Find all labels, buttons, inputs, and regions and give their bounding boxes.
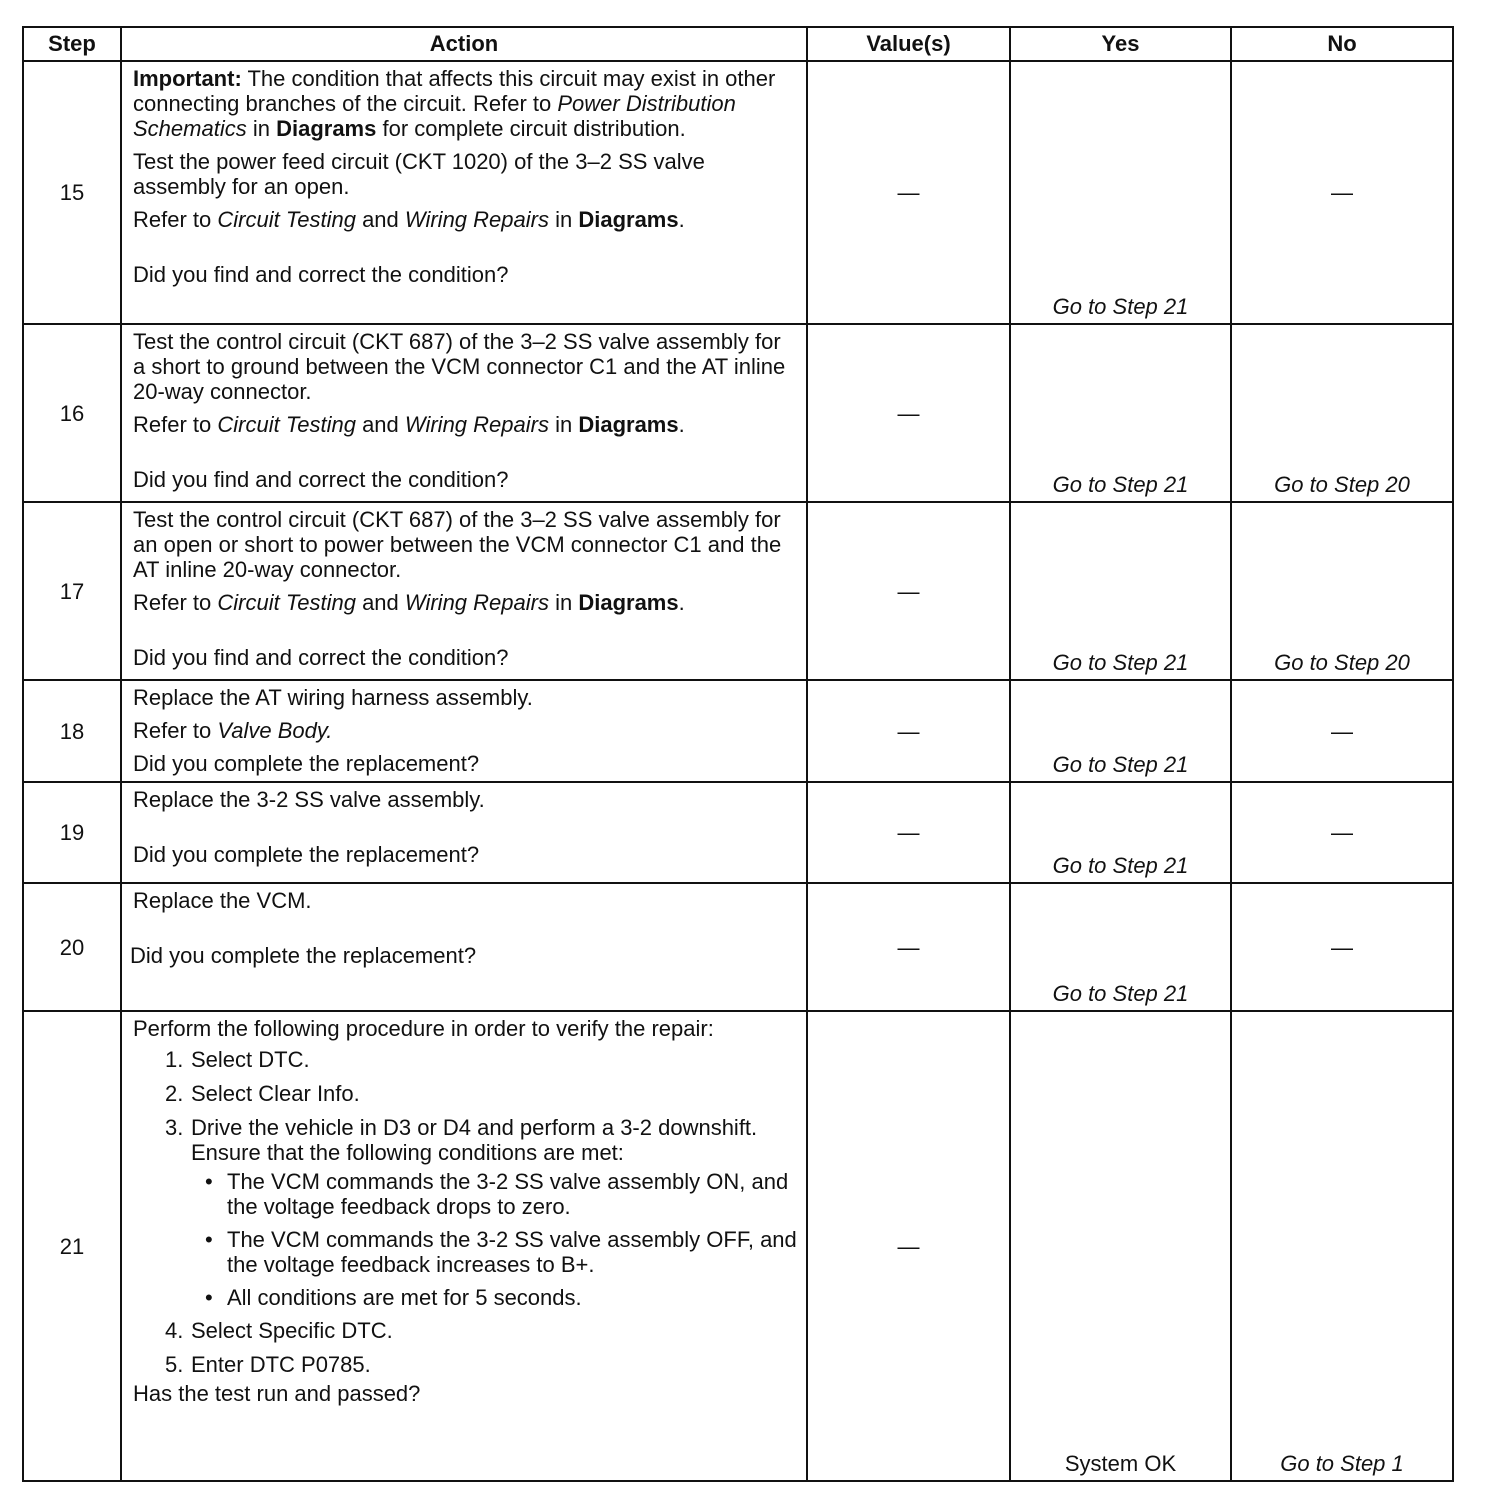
list-item xyxy=(133,1285,798,1310)
dash: — xyxy=(897,400,920,426)
table-row xyxy=(23,61,1453,324)
diagnostic-table xyxy=(22,26,1454,1482)
value-cell xyxy=(807,61,1010,324)
question: Did you find and correct the condition? xyxy=(133,262,509,287)
list-item xyxy=(133,1169,798,1219)
test-instruction: Test the control circuit (CKT 687) of the 3–2 SS valve assembly for an open or short to power between the VCM connector C1 and the AT inline 20-way connector. xyxy=(133,507,782,582)
list-item xyxy=(133,1047,798,1072)
list-item xyxy=(133,1318,798,1343)
bullet-text: The VCM commands the 3-2 SS valve assembly ON, and the voltage feedback drops to zero. xyxy=(227,1169,789,1219)
no-cell xyxy=(1231,782,1453,883)
header-yes: Yes xyxy=(1010,27,1231,61)
table-row xyxy=(23,680,1453,782)
action-cell xyxy=(121,502,807,680)
action-cell xyxy=(121,883,807,1011)
value-cell xyxy=(807,883,1010,1011)
dash: — xyxy=(897,820,920,845)
no-cell xyxy=(1231,324,1453,502)
value-cell xyxy=(807,680,1010,782)
step-index: 4. xyxy=(165,1318,184,1343)
header-action: Action xyxy=(121,27,807,61)
test-instruction: Test the control circuit (CKT 687) of the 3–2 SS valve assembly for a short to ground between the VCM connector C1 and the AT inline 20-way connector. xyxy=(133,329,786,404)
condition-bullets xyxy=(133,1169,798,1310)
refer-line xyxy=(133,718,798,743)
bullet-text: All conditions are met for 5 seconds. xyxy=(227,1285,582,1310)
step-text: Select Clear Info. xyxy=(191,1081,360,1106)
text: The condition that affects this circuit may exist in other connecting branches of the circuit. Refer to xyxy=(133,66,776,116)
step-number: 18 xyxy=(23,680,121,782)
reference-link[interactable]: Diagrams xyxy=(578,412,679,437)
question: Did you complete the replacement? xyxy=(133,751,480,776)
step-index: 5. xyxy=(165,1352,184,1377)
bullet: • xyxy=(205,1227,213,1252)
yes-result: Go to Step 21 xyxy=(1052,981,1189,1006)
table-row xyxy=(23,782,1453,883)
procedure-steps-continued xyxy=(133,1318,798,1377)
yes-result: Go to Step 21 xyxy=(1052,472,1189,497)
question: Did you find and correct the condition? xyxy=(133,645,509,670)
important-note xyxy=(133,66,798,141)
table-row xyxy=(23,1011,1453,1481)
text: Refer to xyxy=(133,207,218,232)
refer-line xyxy=(133,207,798,232)
reference-link[interactable]: Wiring Repairs xyxy=(404,412,549,437)
no-result: — xyxy=(1331,180,1353,205)
yes-cell xyxy=(1010,883,1231,1011)
bullet: • xyxy=(205,1169,213,1194)
step-text: Select Specific DTC. xyxy=(191,1318,393,1343)
step-index: 3. xyxy=(165,1115,184,1140)
table-row xyxy=(23,502,1453,680)
list-item xyxy=(133,1115,798,1165)
text: Refer to xyxy=(133,718,218,743)
yes-result: System OK xyxy=(1064,1451,1177,1476)
yes-result: Go to Step 21 xyxy=(1052,294,1189,319)
step-text: Enter DTC P0785. xyxy=(191,1352,371,1377)
procedure-steps xyxy=(133,1047,798,1165)
table-row xyxy=(23,324,1453,502)
refer-line xyxy=(133,590,798,615)
value-cell xyxy=(807,782,1010,883)
action-instruction: Replace the 3-2 SS valve assembly. xyxy=(133,787,485,812)
text: . xyxy=(326,718,333,743)
reference-link[interactable]: Diagrams xyxy=(578,590,679,615)
procedure-intro: Perform the following procedure in order to verify the repair: xyxy=(133,1016,714,1041)
step-number: 16 xyxy=(23,324,121,502)
action-cell xyxy=(121,680,807,782)
refer-line xyxy=(133,412,798,437)
header-values: Value(s) xyxy=(807,27,1010,61)
text: and xyxy=(355,590,405,615)
no-result: Go to Step 1 xyxy=(1280,1451,1404,1476)
step-index: 1. xyxy=(165,1047,184,1072)
text: . xyxy=(678,207,685,232)
dash: — xyxy=(897,180,920,205)
no-cell xyxy=(1231,680,1453,782)
step-number: 21 xyxy=(23,1011,121,1481)
header-no: No xyxy=(1231,27,1453,61)
text: in xyxy=(548,412,579,437)
no-result: — xyxy=(1331,718,1353,744)
header-row xyxy=(23,27,1453,61)
text: in xyxy=(548,590,579,615)
reference-link[interactable]: Circuit Testing xyxy=(217,412,356,437)
reference-link[interactable]: Wiring Repairs xyxy=(404,590,549,615)
dash: — xyxy=(897,718,920,744)
test-instruction: Test the power feed circuit (CKT 1020) of the 3–2 SS valve assembly for an open. xyxy=(133,149,705,199)
question: Did you complete the replacement? xyxy=(133,842,480,867)
list-item xyxy=(133,1352,798,1377)
action-cell xyxy=(121,61,807,324)
action-instruction: Replace the AT wiring harness assembly. xyxy=(133,685,533,710)
yes-result: Go to Step 21 xyxy=(1052,853,1189,878)
important-label: Important: xyxy=(133,66,242,91)
no-cell xyxy=(1231,502,1453,680)
yes-cell xyxy=(1010,1011,1231,1481)
bullet-text: The VCM commands the 3-2 SS valve assembly OFF, and the voltage feedback increases to B+. xyxy=(227,1227,797,1277)
value-cell xyxy=(807,1011,1010,1481)
step-text: Select DTC. xyxy=(191,1047,310,1072)
step-number: 19 xyxy=(23,782,121,883)
step-text: Drive the vehicle in D3 or D4 and perform a 3-2 downshift. Ensure that the following conditions are met: xyxy=(191,1115,758,1165)
reference-link[interactable]: Power Distribution Schematics xyxy=(133,91,736,141)
yes-cell xyxy=(1010,324,1231,502)
value-cell xyxy=(807,502,1010,680)
no-result: Go to Step 20 xyxy=(1274,472,1410,497)
step-number: 20 xyxy=(23,883,121,1011)
step-index: 2. xyxy=(165,1081,184,1106)
no-result: Go to Step 20 xyxy=(1274,650,1410,675)
table-row xyxy=(23,883,1453,1011)
yes-cell xyxy=(1010,502,1231,680)
question: Did you complete the replacement? xyxy=(130,943,477,968)
no-result: — xyxy=(1331,820,1353,845)
action-cell xyxy=(121,324,807,502)
text: . xyxy=(678,412,685,437)
bullet: • xyxy=(205,1285,213,1310)
list-item xyxy=(133,1081,798,1106)
yes-result: Go to Step 21 xyxy=(1052,752,1189,777)
value-cell xyxy=(807,324,1010,502)
no-cell xyxy=(1231,61,1453,324)
no-result: — xyxy=(1331,934,1353,960)
action-cell xyxy=(121,782,807,883)
reference-link[interactable]: Wiring Repairs xyxy=(404,207,549,232)
no-cell xyxy=(1231,1011,1453,1481)
step-number: 17 xyxy=(23,502,121,680)
yes-cell xyxy=(1010,680,1231,782)
text: . xyxy=(678,590,685,615)
action-cell xyxy=(121,1011,807,1481)
reference-link[interactable]: Diagrams xyxy=(578,207,679,232)
text: for complete circuit distribution. xyxy=(376,116,686,141)
reference-link[interactable]: Circuit Testing xyxy=(217,207,356,232)
dash: — xyxy=(897,578,920,604)
yes-result: Go to Step 21 xyxy=(1052,650,1189,675)
text: and xyxy=(355,412,405,437)
text: and xyxy=(355,207,405,232)
yes-cell xyxy=(1010,782,1231,883)
list-item xyxy=(133,1227,798,1277)
reference-link[interactable]: Circuit Testing xyxy=(217,590,356,615)
dash: — xyxy=(897,934,920,960)
reference-link[interactable]: Valve Body xyxy=(217,718,327,743)
text: Refer to xyxy=(133,412,218,437)
dash: — xyxy=(897,1233,920,1259)
question: Did you find and correct the condition? xyxy=(133,467,509,492)
yes-cell xyxy=(1010,61,1231,324)
step-number: 15 xyxy=(23,61,121,324)
text: in xyxy=(548,207,579,232)
reference-link[interactable]: Diagrams xyxy=(276,116,377,141)
text: Refer to xyxy=(133,590,218,615)
no-cell xyxy=(1231,883,1453,1011)
text: in xyxy=(246,116,277,141)
header-step: Step xyxy=(23,27,121,61)
action-instruction: Replace the VCM. xyxy=(133,888,312,913)
question: Has the test run and passed? xyxy=(133,1381,421,1406)
